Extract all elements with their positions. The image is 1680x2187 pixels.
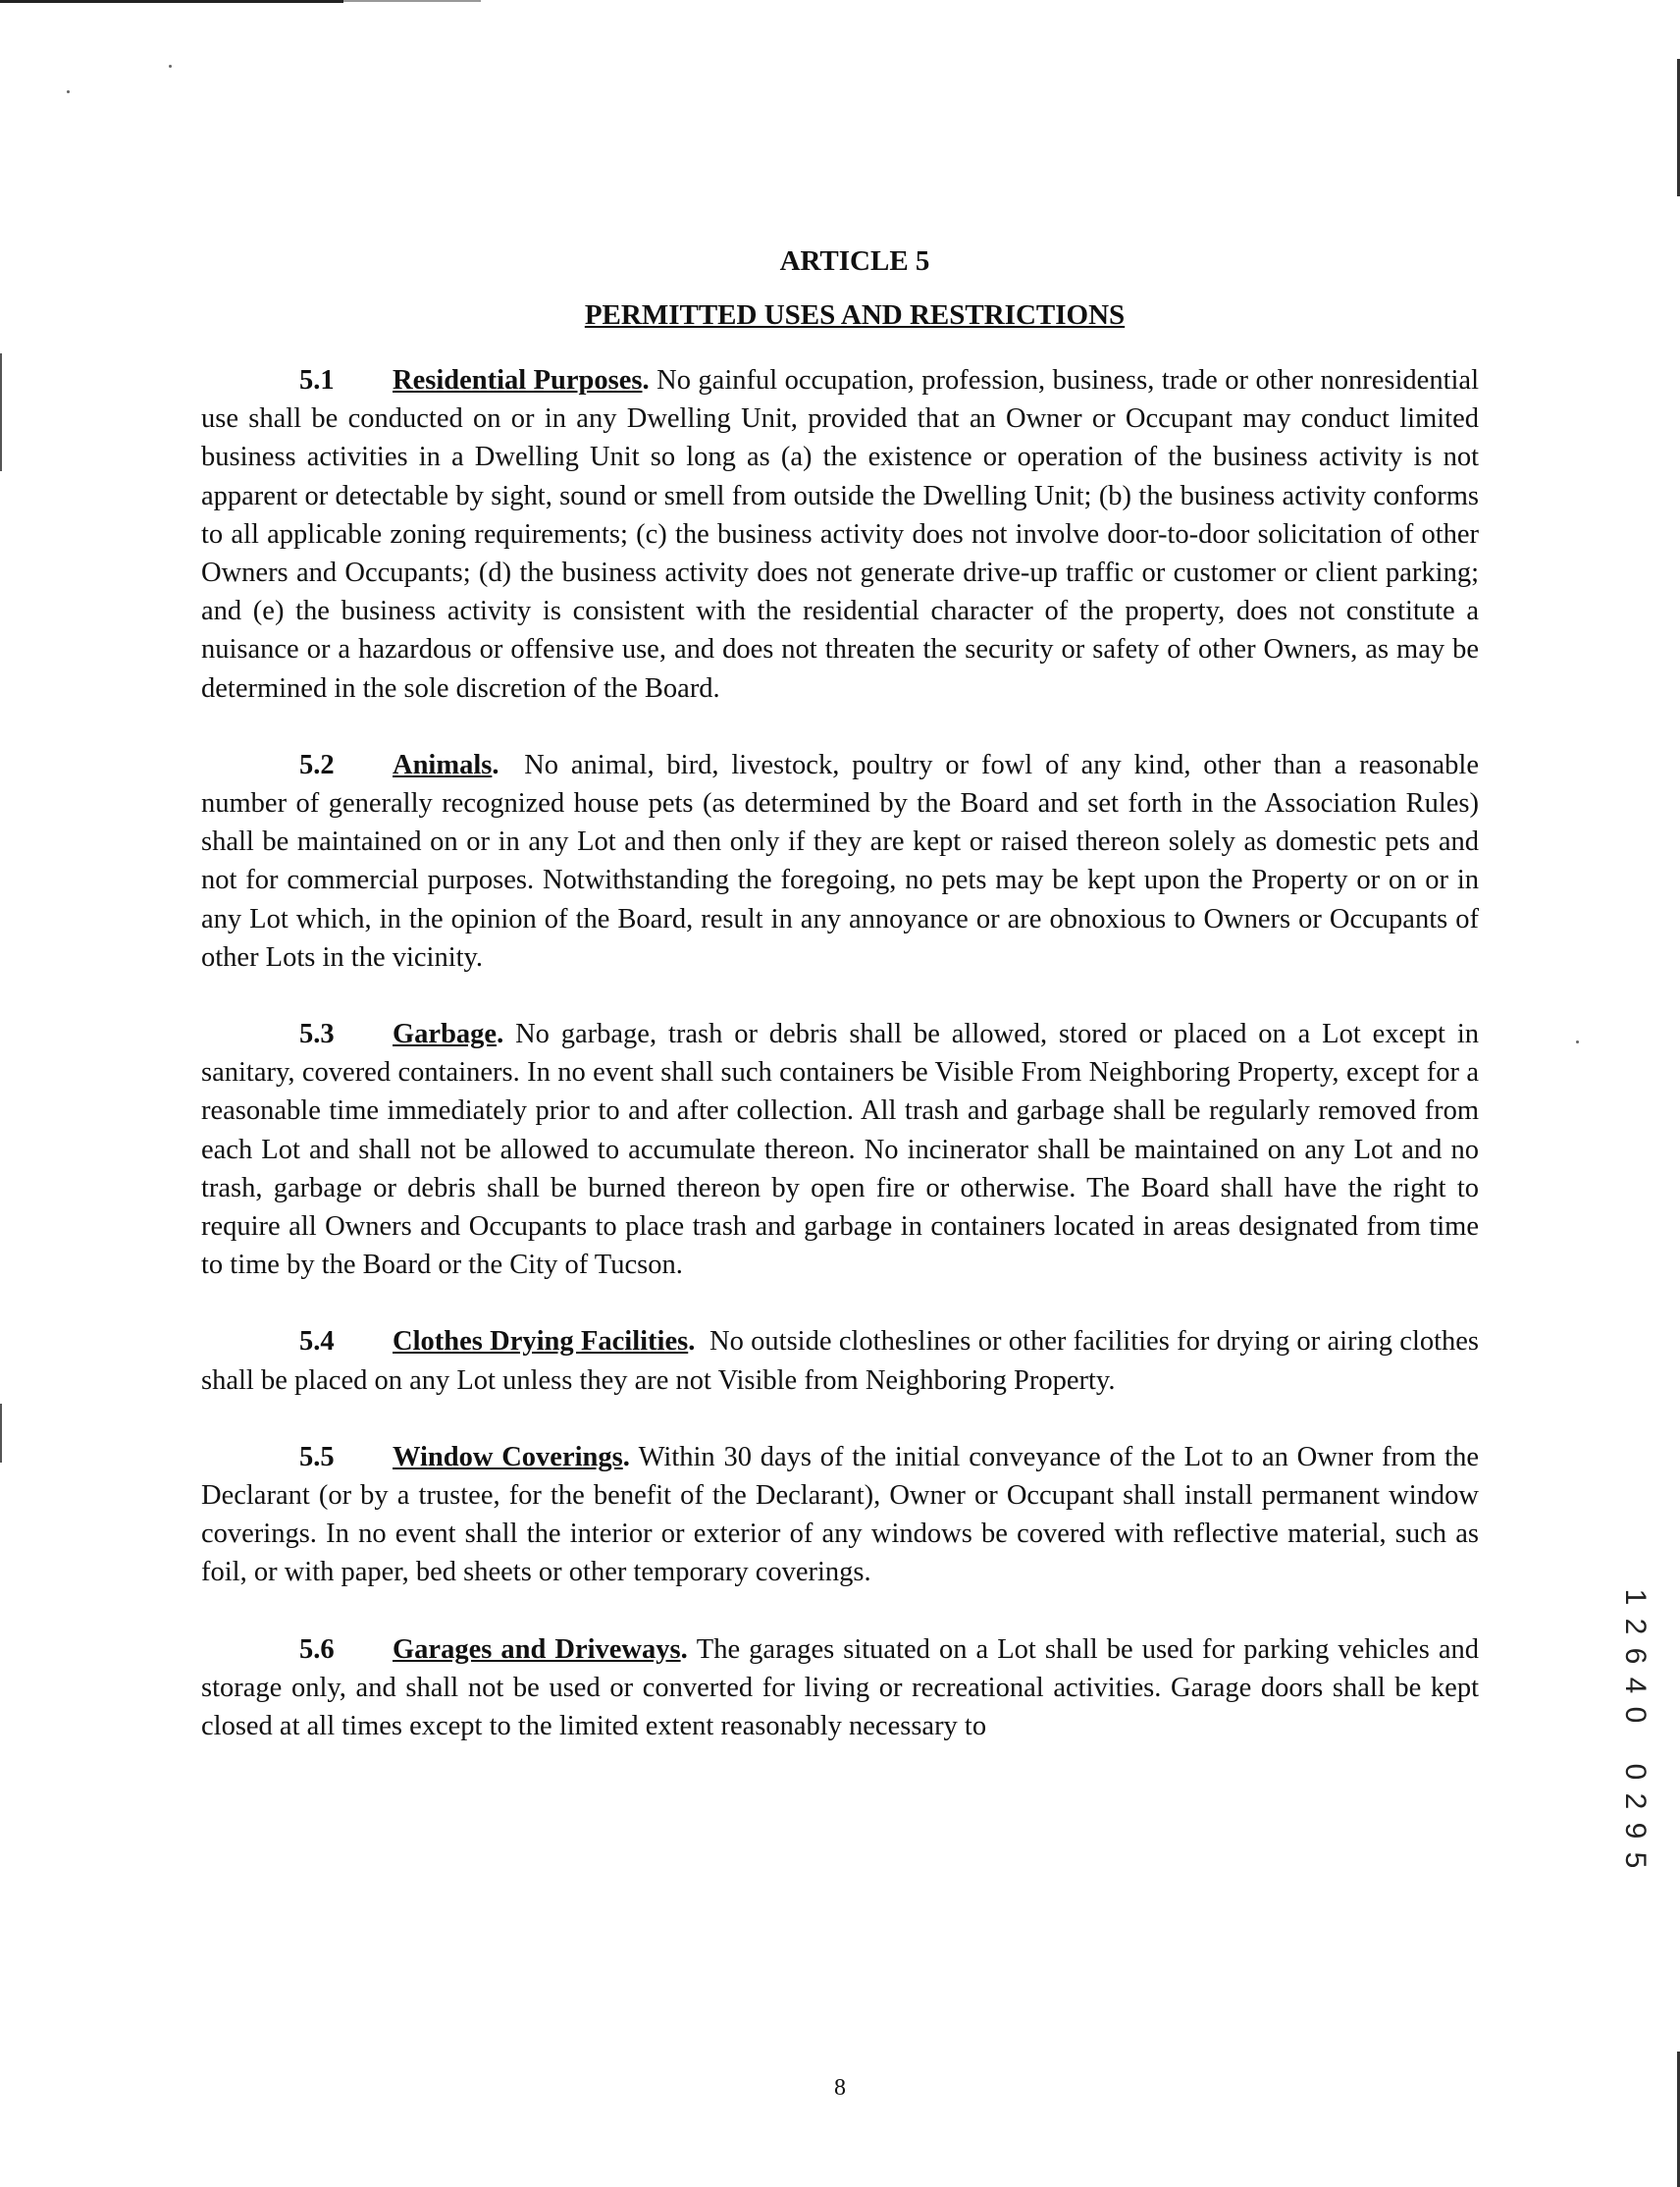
section-heading: Residential Purposes	[393, 365, 643, 396]
section-number: 5.5	[299, 1441, 335, 1472]
stamp-digit: 0	[1619, 1706, 1652, 1724]
scan-speck	[1576, 1040, 1579, 1043]
scan-speck	[169, 65, 172, 68]
scan-edge-line	[0, 0, 343, 3]
section-number: 5.4	[299, 1326, 335, 1358]
section-heading: Clothes Drying Facilities	[393, 1326, 689, 1358]
section-5-3: 5.3 Garbage. No garbage, trash or debris shall be allowed, stored or placed on a Lot except in sanitary, covered containers. In no event shall such containers be Visible From Neighboring Property, except for a reasonable time immediately prior to and after collection. All trash and garbage shall be regularly removed from each Lot and shall not be allowed to accumulate thereon. No incinerator shall be maintained on any Lot and no trash, garbage or debris shall be burned thereon by open fire or otherwise. The Board shall have the right to require all Owners and Occupants to place trash and garbage in containers located in areas designated from time to time by the Board or the City of Tucson.	[201, 1015, 1479, 1284]
section-number: 5.1	[299, 365, 335, 396]
recording-stamp	[1617, 1582, 1653, 1875]
section-5-2: 5.2 Animals. No animal, bird, livestock, poultry or fowl of any kind, other than a reasonable number of generally recognized house pets (as determined by the Board and set forth in the Association Rules) shall be maintained on or in any Lot and then only if they are kept or raised thereon solely as domestic pets and not for commercial purposes. Notwithstanding the foregoing, no pets may be kept upon the Property or on or in any Lot which, in the opinion of the Board, result in any annoyance or are obnoxious to Owners or Occupants of other Lots in the vicinity.	[201, 746, 1479, 977]
recording-page-number	[1617, 1757, 1653, 1875]
section-text: No animal, bird, livestock, poultry or fowl of any kind, other than a reasonable number of generally recognized house pets (as determined by the Board and set forth in the Association Rules) shall be maintained on or in any Lot and then only if they are kept or raised thereon solely as domestic pets and not for commercial purposes. Notwithstanding the foregoing, no pets may be kept upon the Property or on or in any Lot which, in the opinion of the Board, result in any annoyance or are obnoxious to Owners or Occupants of other Lots in the vicinity.	[201, 749, 1480, 973]
section-5-4: 5.4 Clothes Drying Facilities. No outside clotheslines or other facilities for drying or airing clothes shall be placed on any Lot unless they are not Visible from Neighboring Property.	[201, 1322, 1479, 1399]
stamp-digit: 2	[1619, 1618, 1652, 1635]
section-text: No garbage, trash or debris shall be allowed, stored or placed on a Lot except in sanitary, covered containers. In no event shall such containers be Visible From Neighboring Property, except for a reasonable time immediately prior to and after collection. All trash and garbage shall be regularly removed from each Lot and shall not be allowed to accumulate thereon. No incinerator shall be maintained on any Lot and no trash, garbage or debris shall be burned thereon by open fire or otherwise. The Board shall have the right to require all Owners and Occupants to place trash and garbage in containers located in areas designated from time to time by the Board or the City of Tucson.	[201, 1019, 1480, 1281]
scan-edge-mark	[0, 353, 2, 471]
stamp-digit: 4	[1619, 1677, 1652, 1694]
stamp-digit: 1	[1619, 1588, 1652, 1606]
section-heading: Window Coverings	[393, 1441, 623, 1472]
stamp-digit: 6	[1619, 1647, 1652, 1665]
section-number: 5.6	[299, 1633, 335, 1665]
article-subtitle: PERMITTED USES AND RESTRICTIONS	[584, 299, 1126, 331]
section-heading: Garbage	[393, 1019, 498, 1050]
stamp-digit: 2	[1619, 1792, 1652, 1810]
section-text: No gainful occupation, profession, business, trade or other nonresidential use shall be conducted on or in any Dwelling Unit, provided that an Owner or Occupant may conduct limited business activities in a Dwelling Unit so long as (a) the existence or operation of the business activity is not apparent or detectable by sight, sound or smell from outside the Dwelling Unit; (b) the business activity conforms to all applicable zoning requirements; (c) the business activity does not involve door-to-door solicitation of other Owners and Occupants; (d) the business activity does not generate drive-up traffic or customer or client parking; and (e) the business activity is consistent with the residential character of the property, does not constitute a nuisance or a hazardous or offensive use, and does not threaten the security or safety of other Owners, as may be determined in the sole discretion of the Board.	[201, 365, 1479, 704]
stamp-digit: 0	[1619, 1763, 1652, 1781]
section-5-1: 5.1 Residential Purposes. No gainful occupation, profession, business, trade or other nonresidential use shall be conducted on or in any Dwelling Unit, provided that an Owner or Occupant may conduct limited business activities in a Dwelling Unit so long as (a) the existence or operation of the business activity is not apparent or detectable by sight, sound or smell from outside the Dwelling Unit; (b) the business activity conforms to all applicable zoning requirements; (c) the business activity does not involve door-to-door solicitation of other Owners and Occupants; (d) the business activity does not generate drive-up traffic or customer or client parking; and (e) the business activity is consistent with the residential character of the property, does not constitute a nuisance or a hazardous or offensive use, and does not threaten the security or safety of other Owners, as may be determined in the sole discretion of the Board.	[201, 361, 1479, 708]
stamp-digit: 9	[1619, 1822, 1652, 1840]
section-text: No outside clotheslines or other facilities for drying or airing clothes shall be placed on any Lot unless they are not Visible from Neighboring Property.	[201, 1326, 1480, 1396]
scan-speck	[67, 90, 70, 93]
section-text: The garages situated on a Lot shall be used for parking vehicles and storage only, and shall not be used or converted for living or recreational activities. Garage doors shall be kept closed at all times except to the limited extent reasonably necessary to	[201, 1633, 1480, 1742]
recording-book-number	[1617, 1582, 1653, 1730]
section-5-6: 5.6 Garages and Driveways. The garages situated on a Lot shall be used for parking vehicles and storage only, and shall not be used or converted for living or recreational activities. Garage doors shall be kept closed at all times except to the limited extent reasonably necessary to	[201, 1630, 1479, 1746]
page-number: 8	[834, 2075, 846, 2101]
section-text: Within 30 days of the initial conveyance of the Lot to an Owner from the Declarant (or by a trustee, for the benefit of the Declarant), Owner or Occupant shall install permanent window coverings. In no event shall the interior or exterior of any windows be covered with reflective material, such as foil, or with paper, bed sheets or other temporary coverings.	[201, 1441, 1479, 1588]
scan-edge-mark	[0, 1404, 2, 1463]
scan-edge-line	[343, 0, 481, 2]
section-5-5: 5.5 Window Coverings. Within 30 days of the initial conveyance of the Lot to an Owner from the Declarant (or by a trustee, for the benefit of the Declarant), Owner or Occupant shall install permanent window coverings. In no event shall the interior or exterior of any windows be covered with reflective material, such as foil, or with paper, bed sheets or other temporary coverings.	[201, 1438, 1479, 1592]
section-heading: Garages and Driveways	[393, 1633, 681, 1665]
stamp-digit: 5	[1619, 1851, 1652, 1869]
article-title: ARTICLE 5	[779, 245, 930, 277]
document-page	[201, 245, 1479, 1784]
section-number: 5.2	[299, 749, 335, 780]
section-number: 5.3	[299, 1019, 335, 1050]
section-heading: Animals	[393, 749, 493, 780]
